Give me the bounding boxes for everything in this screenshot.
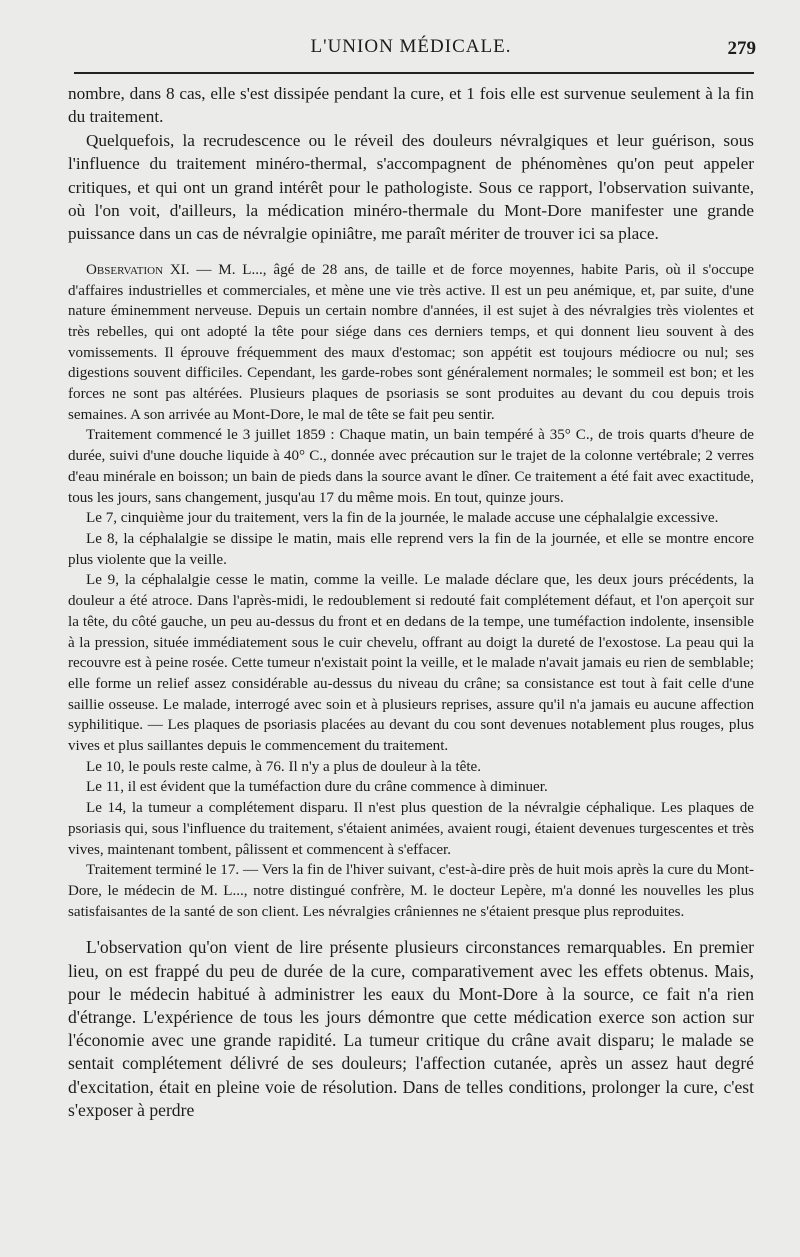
observation-paragraph: Le 14, la tumeur a complétement disparu. Il n'est plus question de la névralgie céphalique. Les plaques de psoriasis qui, sous l'influence du traitement, s'étaient animées, avaient rougi, étaient devenues turgescentes et très vives, maintenant tombent, pâlissent et commencent à s'effacer. xyxy=(68,800,754,858)
intro-section xyxy=(68,82,754,246)
conclusion-paragraph: L'observation qu'on vient de lire présente plusieurs circonstances remarquables. En premier lieu, on est frappé du peu de durée de la cure, comparativement avec les effets obtenus. Mais, pour le médecin habitué à administrer les eaux du Mont-Dore à la source, ce fait n'a rien d'étrange. L'expérience de tous les jours démontre que cette médication exerce son action sur l'économie avec une grande rapidité. La tumeur critique du crâne avait disparu; le malade se sentait complétement délivré de ses douleurs; l'affection cutanée, après un assez haut degré d'excitation, était en pleine voie de résolution. Dans de telles conditions, prolonger la cure, c'est s'exposer à perdre xyxy=(68,937,754,1120)
section-gap xyxy=(68,246,754,260)
observation-opening xyxy=(68,260,754,426)
observation-paragraph: Le 10, le pouls reste calme, à 76. Il n'y a plus de douleur à la tête. xyxy=(86,758,482,775)
observation-paragraph: Le 8, la céphalalgie se dissipe le matin, mais elle reprend vers la fin de la journée, et elle se montre encore plus violente que la veille. xyxy=(68,530,754,568)
header-rule xyxy=(74,72,754,74)
observation-paragraph: Traitement terminé le 17. — Vers la fin de l'hiver suivant, c'est-à-dire près de huit mois après la cure du Mont-Dore, le médecin de M. L..., notre distingué confrère, M. le docteur Lepère, m'a donné les nouvelles les plus satisfaisantes de la santé de son client. Les névralgies crâniennes ne s'étaient presque plus reproduites. xyxy=(68,862,754,920)
observation-paragraph: Traitement commencé le 3 juillet 1859 : Chaque matin, un bain tempéré à 35° C., de trois quarts d'heure de durée, suivi d'une douche liquide à 40° C., donnée avec précaution sur le trajet de la colonne vertébrale; 2 verres d'eau minérale en boisson; un bain de pieds dans la source avant le dîner. Ce traitement a été fait avec exactitude, tous les jours, sans changement, jusqu'au 17 du même mois. En tout, quinze jours. xyxy=(68,427,754,506)
section-gap xyxy=(68,922,754,936)
page-number: 279 xyxy=(727,38,756,59)
intro-paragraph: Quelquefois, la recrudescence ou le réveil des douleurs névralgiques et leur guérison, sous l'influence du traitement minéro-thermal, s'accompagnent de phénomènes qu'on peut appeler critiques, et qui ont un grand intérêt pour le pathologiste. Sous ce rapport, l'observation suivante, où l'on voit, d'ailleurs, la médication minéro-thermale du Mont-Dore manifester une grande puissance dans un cas de névralgie opiniâtre, me paraît mériter de trouver ici sa place. xyxy=(68,130,754,244)
observation-paragraph: Le 9, la céphalalgie cesse le matin, comme la veille. Le malade déclare que, les deux jours précédents, la douleur a été atroce. Dans l'après-midi, le redoublement si redouté fait complétement défaut, et l'on aperçoit sur la tête, du côté gauche, un peu au-dessus du front et en dedans de la tempe, une tuméfaction indolente, insensible à la pression, située immédiatement sous le cuir chevelu, offrant au doigt la dureté de l'exostose. La peau qui la recouvre est à peine rosée. Cette tumeur n'existait point la veille, et le malade n'avait jamais eu rien de semblable; elle forme un relief assez considérable au-dessus du niveau du crâne; sa consistance est tout à fait celle d'une saillie osseuse. Le malade, interrogé avec soin et à plusieurs reprises, assure qu'il n'a jamais eu aucune affection syphilitique. — Les plaques de psoriasis placées au devant du cou sont devenues notablement plus rouges, plus vives et plus saillantes depuis le commencement du traitement. xyxy=(68,572,754,755)
observation-section xyxy=(68,260,754,923)
observation-paragraph: Le 11, il est évident que la tuméfaction dure du crâne commence à diminuer. xyxy=(86,779,548,796)
page-header xyxy=(68,28,754,68)
intro-paragraph-continued: nombre, dans 8 cas, elle s'est dissipée pendant la cure, et 1 fois elle est survenue seulement à la fin du traitement. xyxy=(68,84,754,127)
observation-opening-text: — M. L..., âgé de 28 ans, de taille et de force moyennes, habite Paris, où il s'occupe d'affaires industrielles et commerciales, et mène une vie très active. Il est un peu anémique, et, par suite, d'une nature éminemment nerveuse. Depuis un certain nombre d'années, il est sujet à des névralgies très violentes et très rebelles, qui ont adopté la tête pour siége dans ces derniers temps, et qui donnent lieu souvent à des vomissements. Il éprouve fréquemment des maux d'estomac; son appétit est toujours médiocre ou nul; ses digestions souvent difficiles. Cependant, les garde-robes sont généralement normales; le sommeil est bon; et les forces ne sont pas altérées. Plusieurs plaques de psoriasis se sont produites au devant du cou depuis trois semaines. A son arrivée au Mont-Dore, le mal de tête se fait peu sentir. xyxy=(68,261,754,423)
observation-paragraph: Le 7, cinquième jour du traitement, vers la fin de la journée, le malade accuse une céphalalgie excessive. xyxy=(86,510,719,527)
observation-label: Observation XI. xyxy=(86,261,190,278)
running-title: L'UNION MÉDICALE. xyxy=(310,36,512,57)
